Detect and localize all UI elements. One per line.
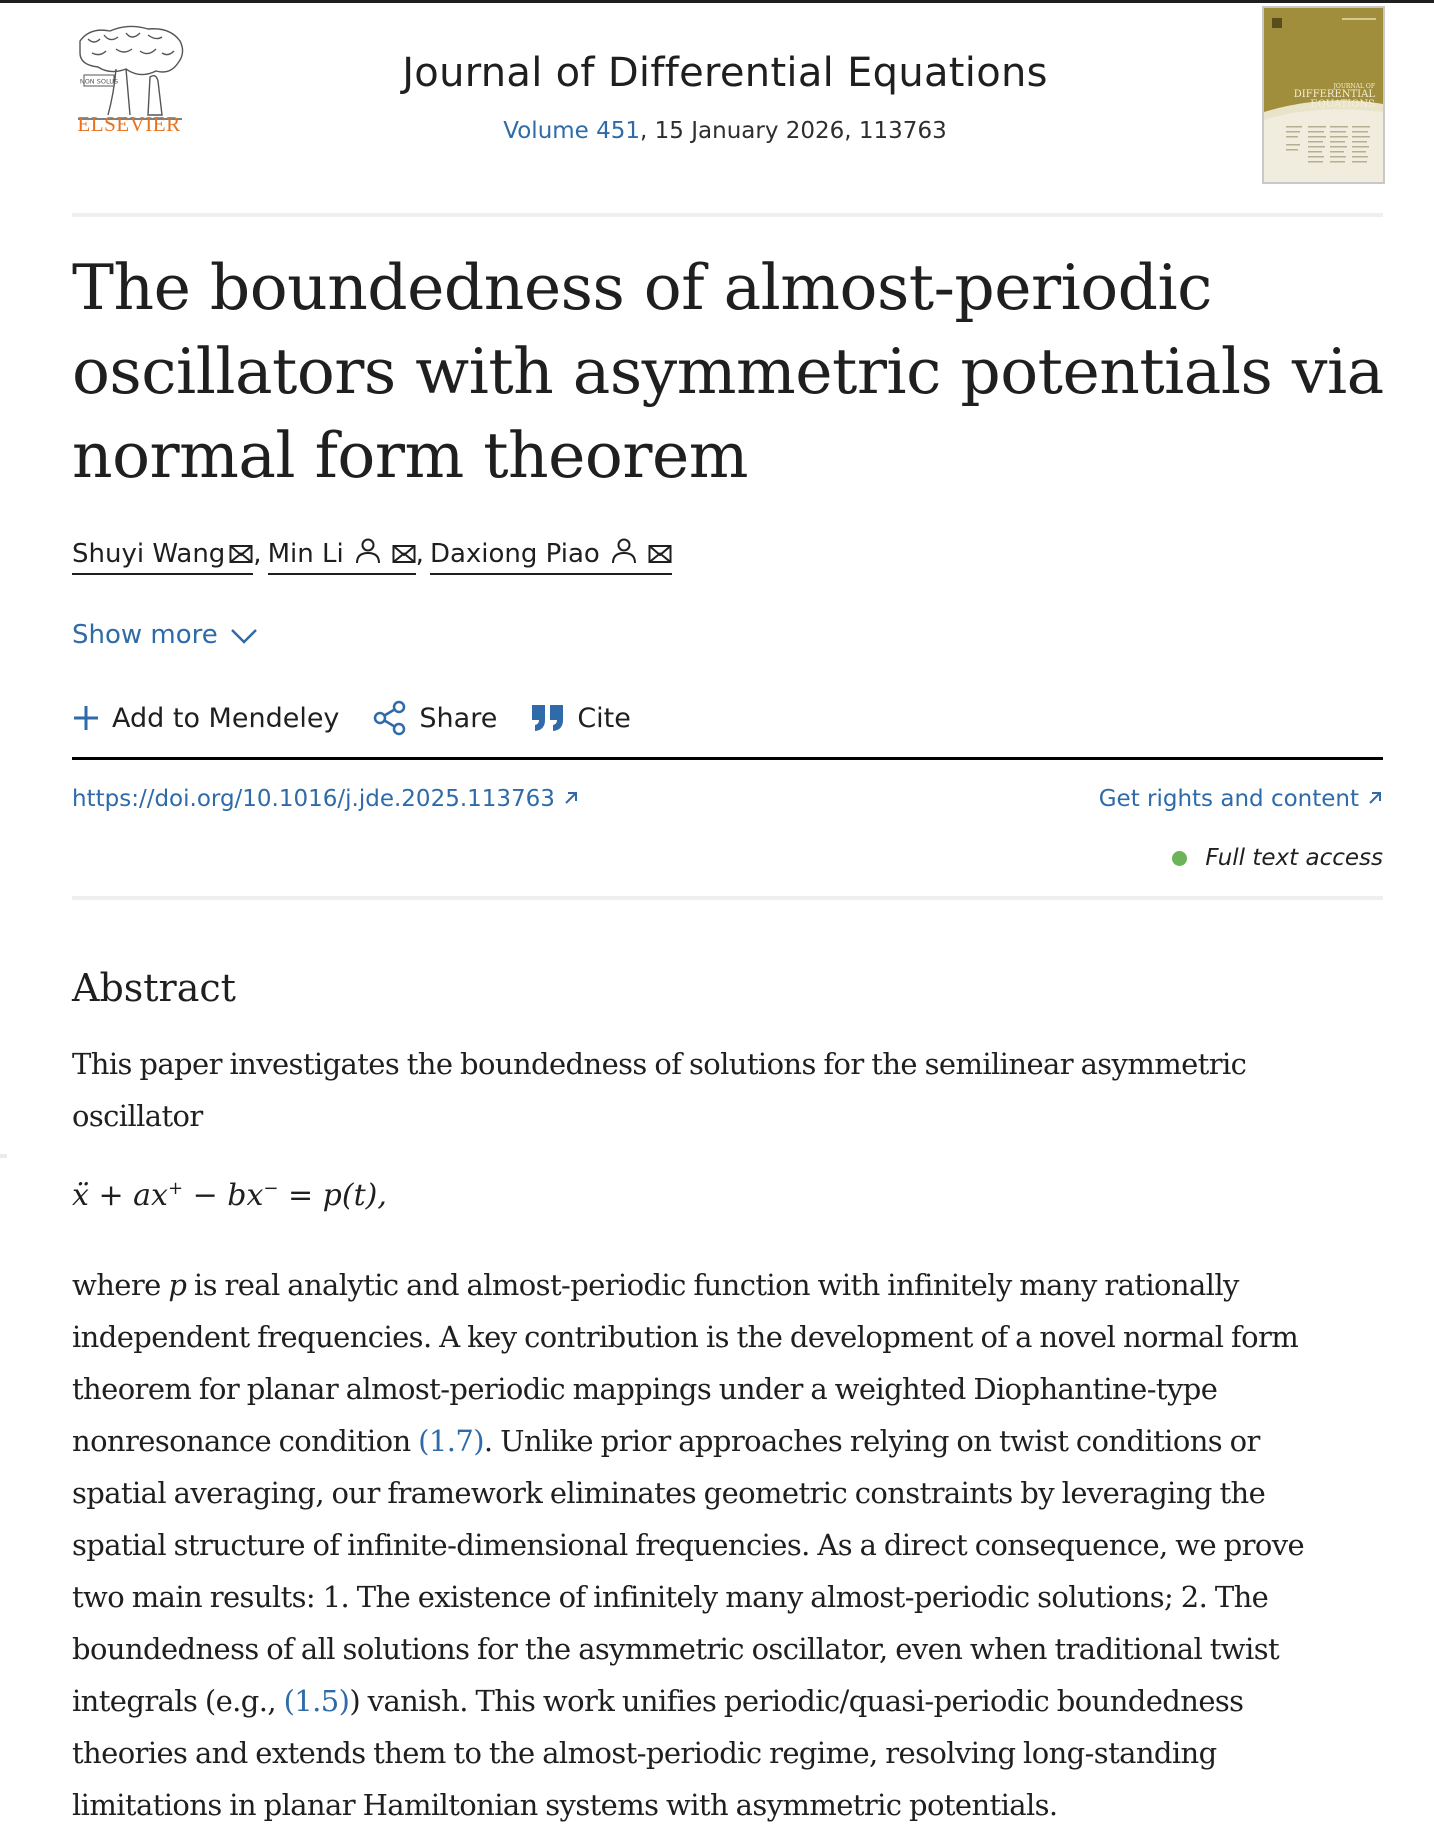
abstract-line: theorem for planar almost-periodic mappings under a weighted Diophantine-type: [72, 1372, 1218, 1406]
author-shuyi-wang[interactable]: [72, 539, 253, 575]
text: . Unlike prior approaches relying on twist conditions or: [483, 1424, 1260, 1458]
equation-part: ẍ + ax: [72, 1178, 168, 1213]
author-separator: ,: [415, 539, 424, 569]
top-bar: [0, 0, 1434, 3]
abstract-intro: [72, 1038, 1392, 1142]
plus-icon: [72, 704, 100, 732]
doi-link[interactable]: [72, 786, 579, 812]
email-icon: [648, 544, 672, 564]
actions-divider: [72, 757, 1383, 760]
person-icon: [354, 538, 382, 564]
abstract-line: boundedness of all solutions for the asymmetric oscillator, even when traditional twist: [72, 1632, 1280, 1666]
header-divider: [72, 213, 1383, 217]
share-icon: [373, 700, 407, 736]
author-separator: ,: [253, 539, 262, 569]
add-to-mendeley-label: Add to Mendeley: [112, 702, 340, 734]
equation-ref-1-5[interactable]: (1.5): [283, 1684, 350, 1718]
author-min-li[interactable]: [268, 538, 416, 575]
quote-icon: [531, 704, 565, 732]
email-icon: [392, 544, 416, 564]
access-status-label: Full text access: [1205, 845, 1383, 871]
author-list: [72, 538, 672, 575]
journal-title[interactable]: Journal of Differential Equations: [402, 50, 1048, 96]
cite-button[interactable]: [531, 703, 631, 734]
show-more-label: Show more: [72, 620, 218, 650]
equation-superscript: +: [167, 1178, 184, 1199]
abstract-line: spatial structure of infinite-dimensional frequencies. As a direct consequence, we prove: [72, 1528, 1305, 1562]
article-actions: [72, 700, 665, 736]
email-icon: [229, 544, 253, 564]
abstract-line: two main results: 1. The existence of infinitely many almost-periodic solutions; 2. The: [72, 1580, 1269, 1614]
article-title: [72, 246, 1392, 498]
text: where: [72, 1268, 169, 1302]
side-scroll-marker: [0, 1154, 7, 1158]
article-title-line: normal form theorem: [72, 419, 748, 492]
get-rights-label: Get rights and content: [1098, 786, 1359, 812]
text: is real analytic and almost-periodic function with infinitely many rationally: [186, 1268, 1239, 1302]
publisher-name: ELSEVIER: [77, 112, 181, 136]
cite-label: Cite: [577, 702, 631, 734]
abstract-line: theories and extends them to the almost-periodic regime, resolving long-standing: [72, 1736, 1217, 1770]
access-status-dot-icon: [1172, 851, 1187, 866]
math-variable: p: [168, 1268, 187, 1302]
equation-superscript: −: [263, 1178, 279, 1199]
section-divider: [72, 896, 1383, 900]
abstract-line: independent frequencies. A key contribution is the development of a novel normal form: [72, 1320, 1299, 1354]
abstract-line: limitations in planar Hamiltonian systems with asymmetric potentials.: [72, 1788, 1058, 1822]
add-to-mendeley-button[interactable]: [72, 703, 339, 734]
article-title-line: The boundedness of almost-periodic: [72, 251, 1212, 324]
author-name: Daxiong Piao: [429, 539, 600, 569]
volume-link[interactable]: Volume 451: [503, 118, 641, 144]
author-name: Min Li: [267, 539, 344, 569]
share-label: Share: [419, 702, 498, 734]
person-icon: [610, 538, 638, 564]
equation-part: − bx: [183, 1178, 264, 1213]
text: ) vanish. This work unifies periodic/quasi-periodic boundedness: [349, 1684, 1244, 1718]
logo-motto: NON SOLUS: [79, 77, 119, 86]
get-rights-link[interactable]: [1099, 786, 1383, 812]
cover-text-differential: DIFFERENTIAL: [1293, 89, 1375, 100]
external-link-icon: [563, 790, 579, 806]
abstract-line: oscillator: [72, 1099, 203, 1133]
access-status: [1172, 845, 1383, 871]
journal-cover-thumbnail[interactable]: [1262, 6, 1385, 184]
journal-meta: [300, 118, 1150, 144]
abstract-heading: Abstract: [72, 966, 236, 1010]
share-button[interactable]: [373, 700, 497, 736]
external-link-icon: [1367, 790, 1383, 806]
author-name: Shuyi Wang: [72, 539, 226, 569]
equation-part: = p(t),: [278, 1178, 387, 1213]
abstract-body: [72, 1259, 1392, 1831]
equation: [72, 1178, 387, 1213]
chevron-down-icon: [230, 628, 258, 644]
show-more-button[interactable]: [72, 620, 258, 650]
issue-date-article-number: , 15 January 2026, 113763: [640, 118, 947, 144]
equation-ref-1-7[interactable]: (1.7): [418, 1424, 484, 1458]
abstract-line: spatial averaging, our framework eliminates geometric constraints by leveraging the: [72, 1476, 1266, 1510]
text: nonresonance condition: [72, 1424, 419, 1458]
text: integrals (e.g.,: [72, 1684, 284, 1718]
abstract-line: [72, 1675, 1392, 1727]
cover-text-journal-of: JOURNAL OF: [1333, 83, 1375, 90]
cover-text-equations: EQUATIONS: [1310, 99, 1375, 110]
abstract-line: [72, 1259, 1392, 1311]
abstract-line: [72, 1415, 1392, 1467]
abstract-line: This paper investigates the boundedness of solutions for the semilinear asymmetric: [72, 1047, 1247, 1081]
author-daxiong-piao[interactable]: [430, 538, 672, 575]
doi-text: https://doi.org/10.1016/j.jde.2025.113763: [72, 786, 555, 812]
article-title-line: oscillators with asymmetric potentials via: [72, 335, 1384, 408]
